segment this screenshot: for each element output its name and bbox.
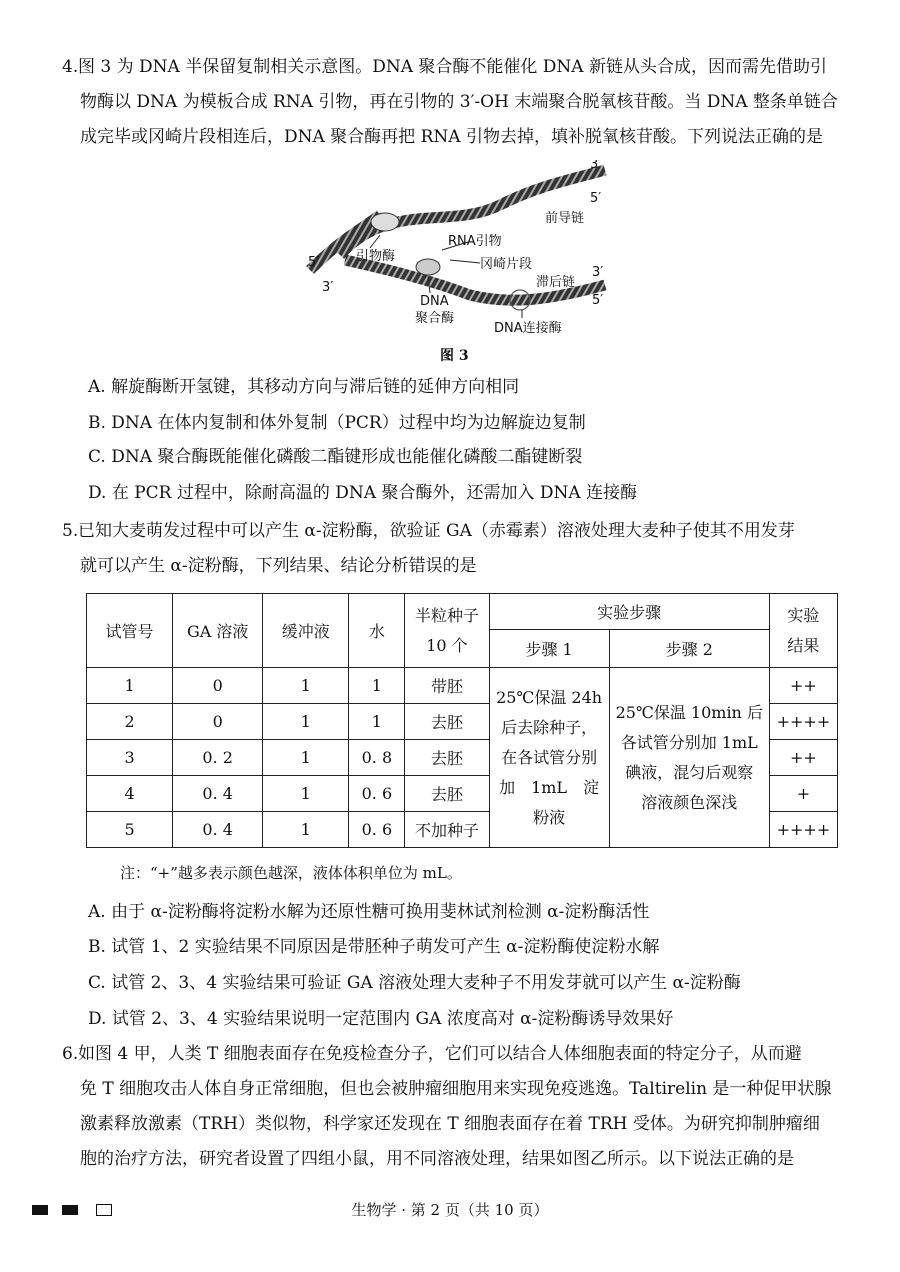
step-2-line: 各试管分别加 1mL (620, 732, 758, 752)
label-leading-strand: 前导链 (545, 211, 585, 226)
cell-result: + (769, 776, 837, 812)
q5-line-2: 就可以产生 α-淀粉酶，下列结果、结论分析错误的是 (80, 556, 477, 576)
cell-result: ++++ (769, 704, 837, 740)
label-ligase: DNA连接酶 (494, 321, 562, 336)
experiment-table (86, 593, 838, 848)
label-right-3prime: 3′ (592, 265, 604, 280)
header-step-1: 步骤 1 (489, 630, 609, 668)
table-note: 注：“+”越多表示颜色越深，液体体积单位为 mL。 (120, 864, 462, 882)
cell-water: 1 (349, 668, 405, 704)
cell-seed: 去胚 (405, 740, 489, 776)
q4-option-c[interactable]: C. DNA 聚合酶既能催化磷酸二酯键形成也能催化磷酸二酯键断裂 (88, 447, 583, 467)
question-number: 5. (62, 521, 79, 541)
cell-tube: 1 (87, 668, 173, 704)
label-okazaki-fragment: 冈崎片段 (480, 257, 533, 272)
cell-tube: 5 (87, 812, 173, 848)
question-number: 4. (62, 57, 79, 77)
q4-line-2: 物酶以 DNA 为模板合成 RNA 引物，再在引物的 3′-OH 末端聚合脱氧核苷酸。当 DNA 整条单链合 (80, 92, 838, 112)
q6-line-2: 免 T 细胞攻击人体自身正常细胞，但也会被肿瘤细胞用来实现免疫逃逸。Taltirelin 是一种促甲状腺 (80, 1079, 832, 1099)
cell-buffer: 1 (263, 740, 349, 776)
step-1-line: 加 1mL 淀 (499, 777, 600, 797)
cell-water: 0. 6 (349, 812, 405, 848)
cell-buffer: 1 (263, 776, 349, 812)
q5-option-c[interactable]: C. 试管 2、3、4 实验结果可验证 GA 溶液处理大麦种子不用发芽就可以产生 α-淀粉酶 (88, 973, 741, 993)
step-1-line: 后去除种子， (501, 717, 598, 737)
q6-line-3: 激素释放激素（TRH）类似物，科学家还发现在 T 细胞表面存在着 TRH 受体。为研究抑制肿瘤细 (80, 1114, 820, 1134)
cell-ga: 0 (173, 668, 263, 704)
step-1-line: 25℃保温 24h (496, 687, 603, 707)
step-1-text (489, 668, 609, 848)
question-6-stem (62, 1037, 852, 1177)
primase-shape (371, 213, 399, 231)
header-water: 水 (349, 594, 405, 668)
step-1-line: 粉液 (533, 807, 566, 827)
header-seeds-line-2: 10 个 (426, 635, 468, 655)
q5-line-1 (62, 514, 852, 549)
cell-seed: 去胚 (405, 704, 489, 740)
table-row (87, 668, 838, 704)
q4-option-d[interactable]: D. 在 PCR 过程中，除耐高温的 DNA 聚合酶外，还需加入 DNA 连接酶 (88, 483, 638, 503)
figure-3-caption: 图 3 (440, 348, 469, 364)
q5-option-a[interactable]: A. 由于 α-淀粉酶将淀粉水解为还原性糖可换用斐林试剂检测 α-淀粉酶活性 (88, 902, 650, 922)
header-step-2: 步骤 2 (609, 630, 769, 668)
header-result-line-1: 实验 (787, 605, 820, 625)
header-result (769, 594, 837, 668)
label-polymerase-1: DNA (420, 294, 449, 309)
label-polymerase-2: 聚合酶 (415, 311, 455, 326)
question-5-stem (62, 514, 852, 584)
cell-water: 0. 8 (349, 740, 405, 776)
cell-tube: 4 (87, 776, 173, 812)
step-2-line: 溶液颜色深浅 (641, 792, 738, 812)
cell-seed: 带胚 (405, 668, 489, 704)
q6-line-4: 胞的治疗方法，研究者设置了四组小鼠，用不同溶液处理，结果如图乙所示。以下说法正确的是 (80, 1149, 794, 1169)
step-1-line: 在各试管分别 (501, 747, 598, 767)
q4-option-a[interactable]: A. 解旋酶断开氢键，其移动方向与滞后链的延伸方向相同 (88, 377, 520, 397)
label-top-5prime: 5′ (590, 191, 602, 206)
label-rna-primer: RNA引物 (448, 234, 502, 249)
dna-replication-figure (300, 160, 630, 365)
q6-line-1 (62, 1037, 852, 1072)
cell-tube: 2 (87, 704, 173, 740)
question-4-stem (62, 50, 852, 155)
page-footer: 生物学 · 第 2 页（共 10 页） (351, 1201, 549, 1219)
polymerase-shape (416, 259, 440, 275)
cell-ga: 0. 2 (173, 740, 263, 776)
step-2-line: 25℃保温 10min 后 (615, 702, 763, 722)
cell-result: ++ (769, 668, 837, 704)
q5-option-d[interactable]: D. 试管 2、3、4 实验结果说明一定范围内 GA 浓度高对 α-淀粉酶诱导效果好 (88, 1009, 674, 1029)
q4-option-b[interactable]: B. DNA 在体内复制和体外复制（PCR）过程中均为边解旋边复制 (88, 413, 586, 433)
label-primase: 引物酶 (356, 249, 396, 264)
q5-line-1-text: 已知大麦萌发过程中可以产生 α-淀粉酶，欲验证 GA（赤霉素）溶液处理大麦种子使其不用发芽 (78, 521, 795, 541)
header-tube: 试管号 (87, 594, 173, 668)
cell-result: ++++ (769, 812, 837, 848)
q5-option-b[interactable]: B. 试管 1、2 实验结果不同原因是带胚种子萌发可产生 α-淀粉酶使淀粉水解 (88, 937, 660, 957)
cell-water: 1 (349, 704, 405, 740)
cell-buffer: 1 (263, 812, 349, 848)
cell-water: 0. 6 (349, 776, 405, 812)
label-left-3prime: 3′ (322, 280, 334, 295)
label-left-5prime: 5′ (308, 255, 320, 270)
cell-buffer: 1 (263, 668, 349, 704)
cell-tube: 3 (87, 740, 173, 776)
header-ga: GA 溶液 (173, 594, 263, 668)
cell-buffer: 1 (263, 704, 349, 740)
header-seeds-line-1: 半粒种子 (414, 605, 479, 625)
q4-line-1-text: 图 3 为 DNA 半保留复制相关示意图。DNA 聚合酶不能催化 DNA 新链从头合成，因而需先借助引 (78, 57, 827, 77)
header-seeds (405, 594, 489, 668)
cell-seed: 去胚 (405, 776, 489, 812)
cell-ga: 0. 4 (173, 812, 263, 848)
label-right-5prime: 5′ (592, 293, 604, 308)
q4-line-1 (62, 50, 852, 85)
q6-line-1-text: 如图 4 甲，人类 T 细胞表面存在免疫检查分子，它们可以结合人体细胞表面的特定分子，从而避 (78, 1044, 802, 1064)
cell-ga: 0 (173, 704, 263, 740)
label-lagging-strand: 滞后链 (536, 275, 576, 290)
header-buffer: 缓冲液 (263, 594, 349, 668)
header-result-line-2: 结果 (787, 635, 820, 655)
q4-line-3: 成完毕或冈崎片段相连后，DNA 聚合酶再把 RNA 引物去掉，填补脱氧核苷酸。下列说法正确的是 (80, 127, 823, 147)
cell-seed: 不加种子 (405, 812, 489, 848)
label-top-3prime: 3′ (590, 160, 602, 172)
header-steps: 实验步骤 (489, 594, 769, 630)
cell-result: ++ (769, 740, 837, 776)
step-2-line: 碘液，混匀后观察 (625, 762, 754, 782)
step-2-text (609, 668, 769, 848)
question-number: 6. (62, 1044, 79, 1064)
cell-ga: 0. 4 (173, 776, 263, 812)
